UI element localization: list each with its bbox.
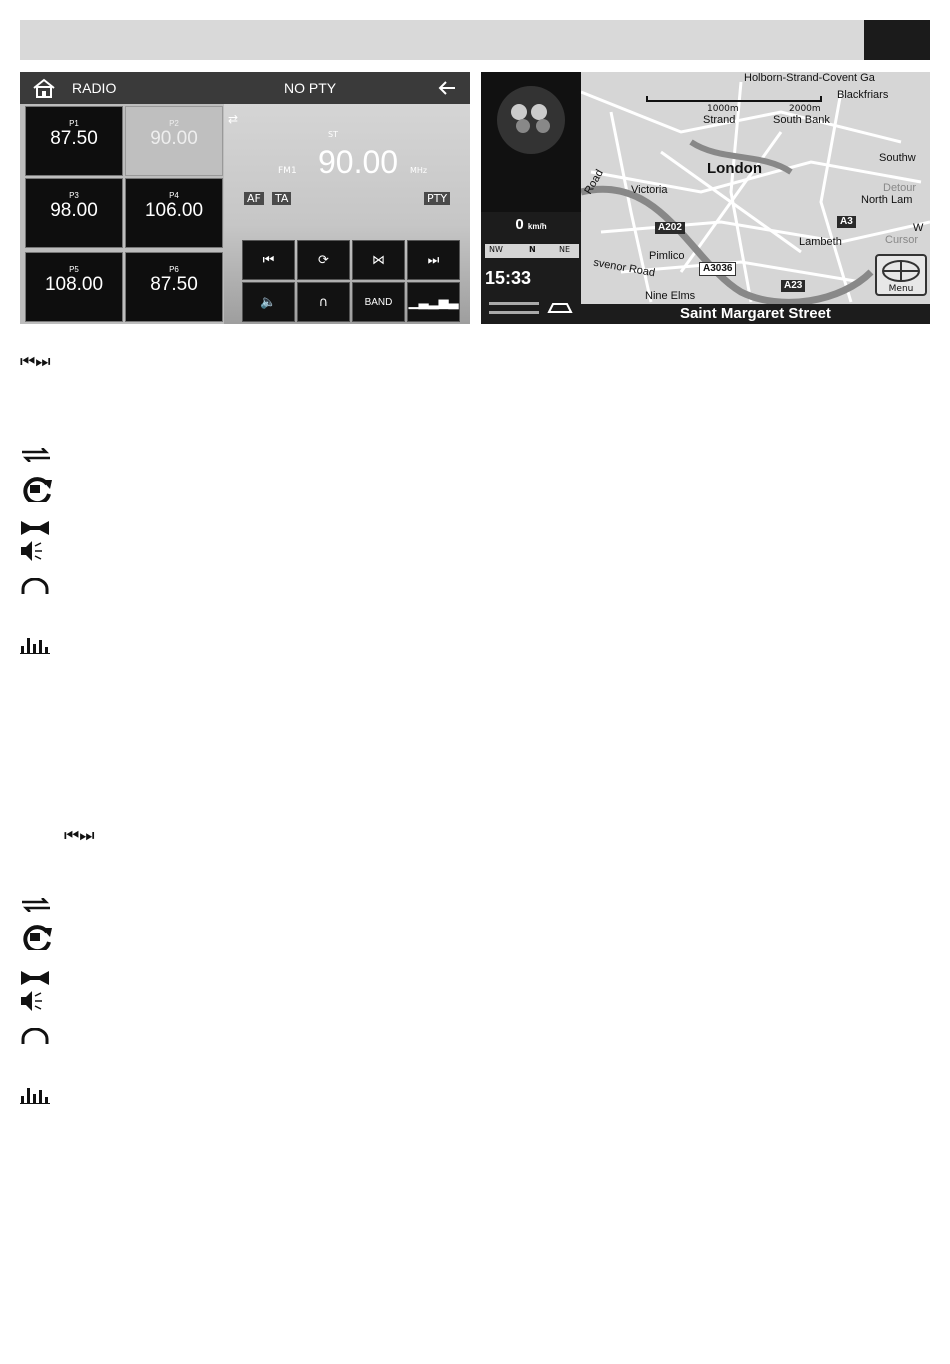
headphone-icon — [20, 578, 50, 596]
preset-label: P5 — [69, 265, 79, 274]
preset-p6-button[interactable] — [125, 252, 223, 322]
preset-frequency: 98.00 — [50, 200, 98, 221]
preset-p4-button[interactable] — [125, 178, 223, 248]
speaker-icon — [20, 990, 44, 1012]
equalizer-button[interactable] — [407, 282, 460, 322]
preset-frequency: 106.00 — [144, 200, 204, 221]
scale-label-1000: 1000m — [707, 104, 739, 114]
compass-ne: NE — [559, 245, 571, 254]
radio-title: RADIO — [72, 80, 117, 96]
place-label: Strand — [703, 114, 736, 126]
swap-icon — [20, 898, 52, 912]
headphone-icon — [20, 1028, 50, 1046]
place-label-city: London — [707, 160, 762, 177]
prev-next-icon: ⏮⏭ — [64, 826, 95, 846]
scan-icon — [20, 924, 56, 950]
preset-p1-button[interactable] — [25, 106, 123, 176]
speaker-icon: 🔈 — [260, 294, 277, 310]
car-icon — [487, 298, 577, 318]
speed-unit: km/h — [527, 222, 547, 231]
place-label: South Bank — [773, 114, 830, 126]
stereo-indicator: ST — [328, 130, 338, 139]
current-frequency: 90.00 — [318, 144, 399, 180]
preset-label: P2 — [169, 119, 179, 128]
place-label: Lambeth — [799, 236, 842, 248]
clock-display: 15:33 — [485, 268, 532, 288]
ta-tag[interactable]: TA — [272, 192, 291, 205]
gps-icon-area — [481, 72, 581, 212]
menu-label: Menu — [888, 284, 914, 294]
back-arrow-icon[interactable] — [438, 80, 456, 96]
equalizer-icon: ▁▃▂▅▃ — [408, 294, 459, 310]
place-label: Nine Elms — [645, 290, 696, 302]
compass-strip — [485, 244, 579, 258]
headphone-icon: ∩ — [318, 294, 329, 310]
preset-label: P4 — [169, 191, 179, 200]
preset-frequency: 108.00 — [44, 274, 104, 295]
radio-top-bar — [20, 72, 470, 104]
road-shield: A3 — [837, 216, 856, 228]
mute-button[interactable] — [242, 282, 295, 322]
speed-readout — [481, 216, 581, 238]
place-label: Road — [582, 167, 606, 197]
preset-frequency: 90.00 — [150, 128, 198, 149]
frequency-unit: MHz — [410, 166, 428, 175]
preset-p5-button[interactable] — [25, 252, 123, 322]
preset-frequency: 87.50 — [50, 128, 98, 149]
cursor-label[interactable]: Cursor — [885, 234, 919, 246]
speed-value: 0 — [515, 216, 524, 233]
swap-icon[interactable]: ⇄ — [228, 112, 239, 126]
preset-p3-button[interactable] — [25, 178, 123, 248]
home-icon[interactable] — [32, 78, 56, 98]
headphone-button[interactable] — [297, 282, 350, 322]
bowtie-icon — [20, 520, 50, 536]
place-label: Southw — [879, 152, 916, 164]
place-label: Victoria — [631, 184, 668, 196]
scale-label-2000: 2000m — [789, 104, 821, 114]
preset-label: P1 — [69, 119, 79, 128]
map-menu-button[interactable] — [875, 254, 927, 296]
pty-status: NO PTY — [284, 80, 337, 96]
place-label: Blackfriars — [837, 89, 889, 101]
place-label: Pimlico — [649, 250, 685, 262]
detour-label[interactable]: Detour — [883, 182, 917, 194]
place-label: North Lam — [861, 194, 913, 206]
place-label: Holborn-Strand-Covent Ga — [744, 72, 875, 84]
speaker-icon — [20, 540, 44, 562]
gps-signal-indicator — [487, 298, 577, 318]
preset-label: P3 — [69, 191, 79, 200]
page-number-tab — [864, 20, 930, 60]
place-label: W — [913, 222, 924, 234]
pty-tag[interactable]: PTY — [424, 192, 450, 205]
bowtie-icon — [20, 970, 50, 986]
loudness-button[interactable] — [352, 240, 405, 280]
seek-back-button[interactable] — [242, 240, 295, 280]
binoculars-icon — [481, 72, 581, 182]
scan-button[interactable] — [297, 240, 350, 280]
compass-nw: NW — [489, 245, 503, 254]
scan-icon: ⟳ — [318, 252, 329, 268]
preset-label: P6 — [169, 265, 179, 274]
road-shield: A23 — [781, 280, 805, 292]
road-shield: A202 — [655, 222, 685, 234]
page-header-bar — [20, 20, 930, 60]
place-label: svenor Road — [592, 256, 656, 280]
road-shield: A3036 — [699, 262, 736, 276]
prev-next-icon: ⏮⏭ — [20, 352, 51, 372]
scan-icon — [20, 476, 56, 502]
menu-icon — [877, 258, 925, 284]
map-scale-bar — [646, 96, 822, 102]
preset-frequency: 87.50 — [150, 274, 198, 295]
seek-back-icon: ⏮ — [262, 252, 275, 268]
current-street: Saint Margaret Street — [581, 304, 930, 324]
equalizer-icon — [20, 636, 52, 654]
radio-controls — [242, 240, 462, 324]
navigation-map-screenshot — [481, 72, 930, 324]
seek-forward-button[interactable] — [407, 240, 460, 280]
seek-forward-icon: ⏭ — [427, 252, 440, 268]
af-tag[interactable]: AF — [244, 192, 264, 205]
preset-p2-button[interactable] — [125, 106, 223, 176]
swap-icon — [20, 448, 52, 462]
equalizer-icon — [20, 1086, 52, 1104]
compass-n: N — [529, 245, 536, 254]
band-button[interactable]: BAND — [352, 282, 405, 322]
bowtie-icon: ⋈ — [372, 252, 385, 268]
band-indicator: FM1 — [278, 166, 297, 176]
radio-screenshot — [20, 72, 470, 324]
